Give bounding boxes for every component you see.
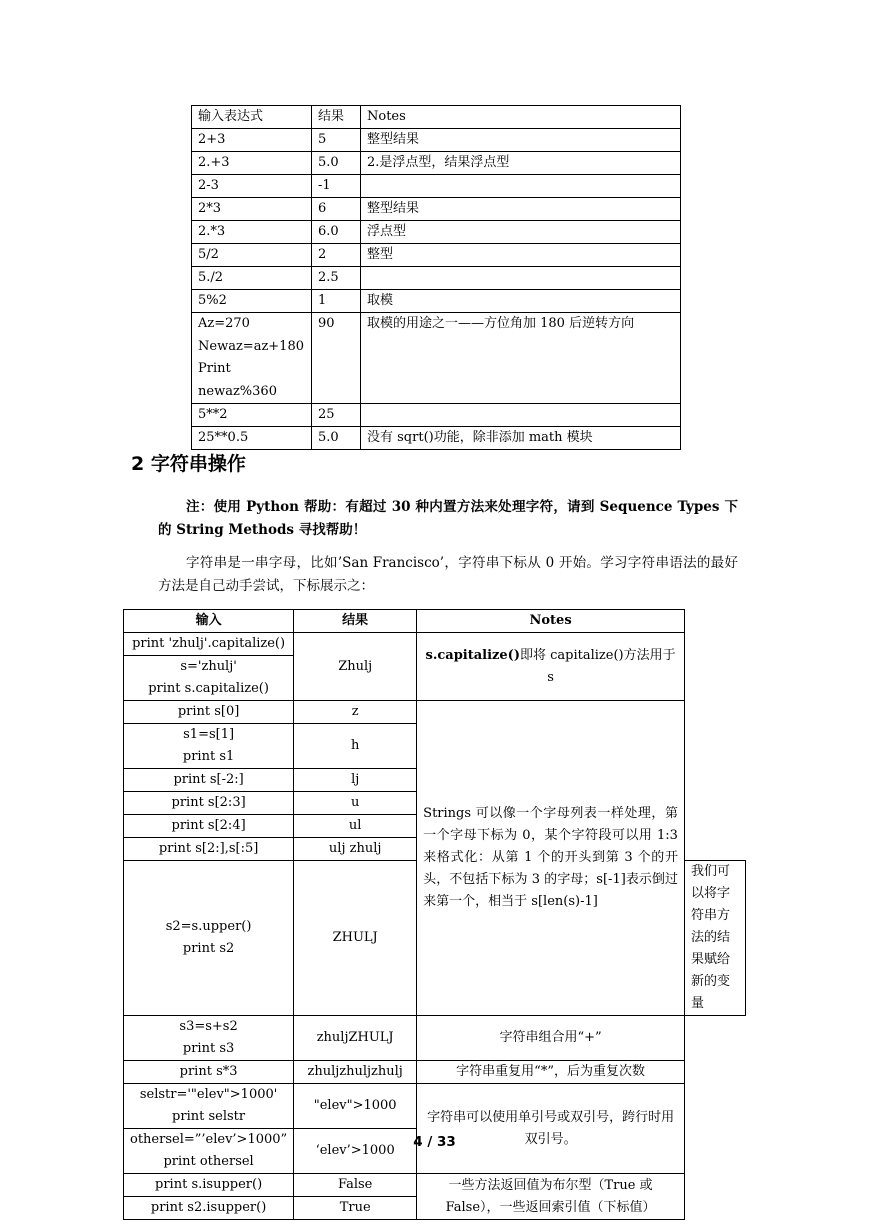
notes-cell xyxy=(361,267,681,290)
notes-cell: 取模 xyxy=(361,290,681,313)
table-row xyxy=(124,633,746,656)
input-line: print s1 xyxy=(182,749,235,764)
input-cell: print s.isupper() xyxy=(124,1174,294,1197)
notes-cell xyxy=(361,404,681,427)
table-header-row xyxy=(192,106,681,129)
result-cell: ZHULJ xyxy=(294,861,417,1016)
intro-paragraph: 字符串是一串字母，比如’San Francisco’，字符串下标从 0 开始。学习字符串语法的最好方法是自己动手尝试，下标展示之： xyxy=(158,555,738,594)
result-cell: "elev">1000 xyxy=(294,1084,417,1129)
table-row xyxy=(192,175,681,198)
expression-cell: 2-3 xyxy=(192,175,312,198)
table-row xyxy=(124,701,746,724)
input-line: s='zhulj' xyxy=(180,659,237,674)
result-cell: zhuljZHULJ xyxy=(294,1016,417,1061)
result-cell: -1 xyxy=(312,175,361,198)
result-cell: z xyxy=(294,701,417,724)
input-cell: print s[2:4] xyxy=(124,815,294,838)
table-row xyxy=(192,267,681,290)
notes-cell xyxy=(361,175,681,198)
result-cell: 25 xyxy=(312,404,361,427)
result-cell: 90 xyxy=(312,313,361,404)
table-row xyxy=(192,244,681,267)
input-cell: print s[-2:] xyxy=(124,769,294,792)
section-heading: 2 字符串操作 xyxy=(131,453,246,475)
table-header-row xyxy=(124,610,746,633)
input-line: s2=s.upper() xyxy=(165,919,252,934)
expression-line: Az=270 xyxy=(198,316,250,331)
notes-bold: s.capitalize() xyxy=(425,647,520,663)
result-cell: False xyxy=(294,1174,417,1197)
input-cell: print 'zhulj'.capitalize() xyxy=(124,633,294,656)
input-line: print s2 xyxy=(182,941,235,956)
result-cell: 5 xyxy=(312,129,361,152)
result-cell: 5.0 xyxy=(312,152,361,175)
result-cell: 2 xyxy=(312,244,361,267)
input-line: print s.capitalize() xyxy=(148,681,269,696)
result-cell: 6.0 xyxy=(312,221,361,244)
notes-cell: 我们可以将字符串方法的结果赋给新的变量 xyxy=(684,861,745,1016)
notes-cell: 字符串组合用“+” xyxy=(417,1016,685,1061)
result-cell: ul xyxy=(294,815,417,838)
input-cell xyxy=(124,1016,294,1061)
page-number: 4 / 33 xyxy=(413,1134,456,1150)
header-expression: 输入表达式 xyxy=(192,106,312,129)
result-cell: True xyxy=(294,1197,417,1220)
notes-text: 即将 capitalize()方法用于 s xyxy=(520,647,676,685)
notes-cell: 字符串可以使用单引号或双引号，跨行时用双引号。 xyxy=(417,1084,685,1174)
table-row xyxy=(124,1061,746,1084)
table-row xyxy=(124,1174,746,1197)
result-cell: 1 xyxy=(312,290,361,313)
table-row xyxy=(192,404,681,427)
input-line: print othersel xyxy=(163,1154,254,1169)
notes-cell xyxy=(417,633,685,701)
expression-cell xyxy=(192,313,312,404)
notes-cell: 没有 sqrt()功能，除非添加 math 模块 xyxy=(361,427,681,450)
expression-line: Newaz=az+180 xyxy=(198,338,304,354)
expression-cell: 2.+3 xyxy=(192,152,312,175)
table-row xyxy=(124,1084,746,1129)
header-result: 结果 xyxy=(312,106,361,129)
expression-line: Print newaz%360 xyxy=(198,361,277,399)
input-cell xyxy=(124,1084,294,1129)
input-cell: print s2.isupper() xyxy=(124,1197,294,1220)
result-cell: 6 xyxy=(312,198,361,221)
arithmetic-table xyxy=(191,105,681,450)
table-row xyxy=(192,313,681,404)
expression-cell: 25**0.5 xyxy=(192,427,312,450)
input-line: s1=s[1] xyxy=(183,727,235,742)
expression-cell: 2*3 xyxy=(192,198,312,221)
notes-cell: 一些方法返回值为布尔型（True 或 False），一些返回索引值（下标值） xyxy=(417,1174,685,1220)
result-cell: ‘elev’>1000 xyxy=(294,1129,417,1174)
string-ops-table xyxy=(123,609,746,1220)
expression-cell: 5/2 xyxy=(192,244,312,267)
result-cell: u xyxy=(294,792,417,815)
header-result: 结果 xyxy=(294,610,417,633)
input-cell xyxy=(124,656,294,701)
help-note: 注：使用 Python 帮助：有超过 30 种内置方法来处理字符，请到 Sequence Types 下的 String Methods 寻找帮助！ xyxy=(158,499,738,538)
input-cell: print s[0] xyxy=(124,701,294,724)
result-cell: 5.0 xyxy=(312,427,361,450)
notes-cell: 取模的用途之一——方位角加 180 后逆转方向 xyxy=(361,313,681,404)
result-cell: Zhulj xyxy=(294,633,417,701)
table-row xyxy=(192,427,681,450)
input-line: othersel=”’elev’>1000” xyxy=(130,1132,288,1147)
notes-cell: 2.是浮点型，结果浮点型 xyxy=(361,152,681,175)
input-line: print selstr xyxy=(172,1109,246,1124)
input-cell: print s*3 xyxy=(124,1061,294,1084)
header-input: 输入 xyxy=(124,610,294,633)
notes-cell: 字符串重复用“*”，后为重复次数 xyxy=(417,1061,685,1084)
notes-cell: 浮点型 xyxy=(361,221,681,244)
result-cell: 2.5 xyxy=(312,267,361,290)
input-cell: print s[2:],s[:5] xyxy=(124,838,294,861)
expression-cell: 5%2 xyxy=(192,290,312,313)
notes-cell: 整型 xyxy=(361,244,681,267)
input-line: selstr='"elev">1000' xyxy=(139,1087,278,1102)
input-line: print s3 xyxy=(182,1041,235,1056)
expression-cell: 5**2 xyxy=(192,404,312,427)
input-cell xyxy=(124,724,294,769)
header-notes: Notes xyxy=(417,610,685,633)
expression-cell: 2+3 xyxy=(192,129,312,152)
input-line: s3=s+s2 xyxy=(179,1019,238,1034)
table-row xyxy=(192,129,681,152)
table-row xyxy=(192,152,681,175)
table-row xyxy=(192,221,681,244)
input-cell: print s[2:3] xyxy=(124,792,294,815)
result-cell: lj xyxy=(294,769,417,792)
expression-cell: 2.*3 xyxy=(192,221,312,244)
notes-cell: Strings 可以像一个字母列表一样处理，第一个字母下标为 0，某个字符段可以用 1:3 来格式化：从第 1 个的开头到第 3 个的开头，不包括下标为 3 的字母；s[-1]表示倒过来第一个，相当于 s[len(s)-1] xyxy=(417,701,685,1016)
header-notes: Notes xyxy=(361,106,681,129)
table-row xyxy=(192,290,681,313)
input-cell xyxy=(124,861,294,1016)
table-row xyxy=(192,198,681,221)
result-cell: ulj zhulj xyxy=(294,838,417,861)
result-cell: zhuljzhuljzhulj xyxy=(294,1061,417,1084)
notes-cell: 整型结果 xyxy=(361,129,681,152)
notes-cell: 整型结果 xyxy=(361,198,681,221)
table-row xyxy=(124,1016,746,1061)
result-cell: h xyxy=(294,724,417,769)
expression-cell: 5./2 xyxy=(192,267,312,290)
